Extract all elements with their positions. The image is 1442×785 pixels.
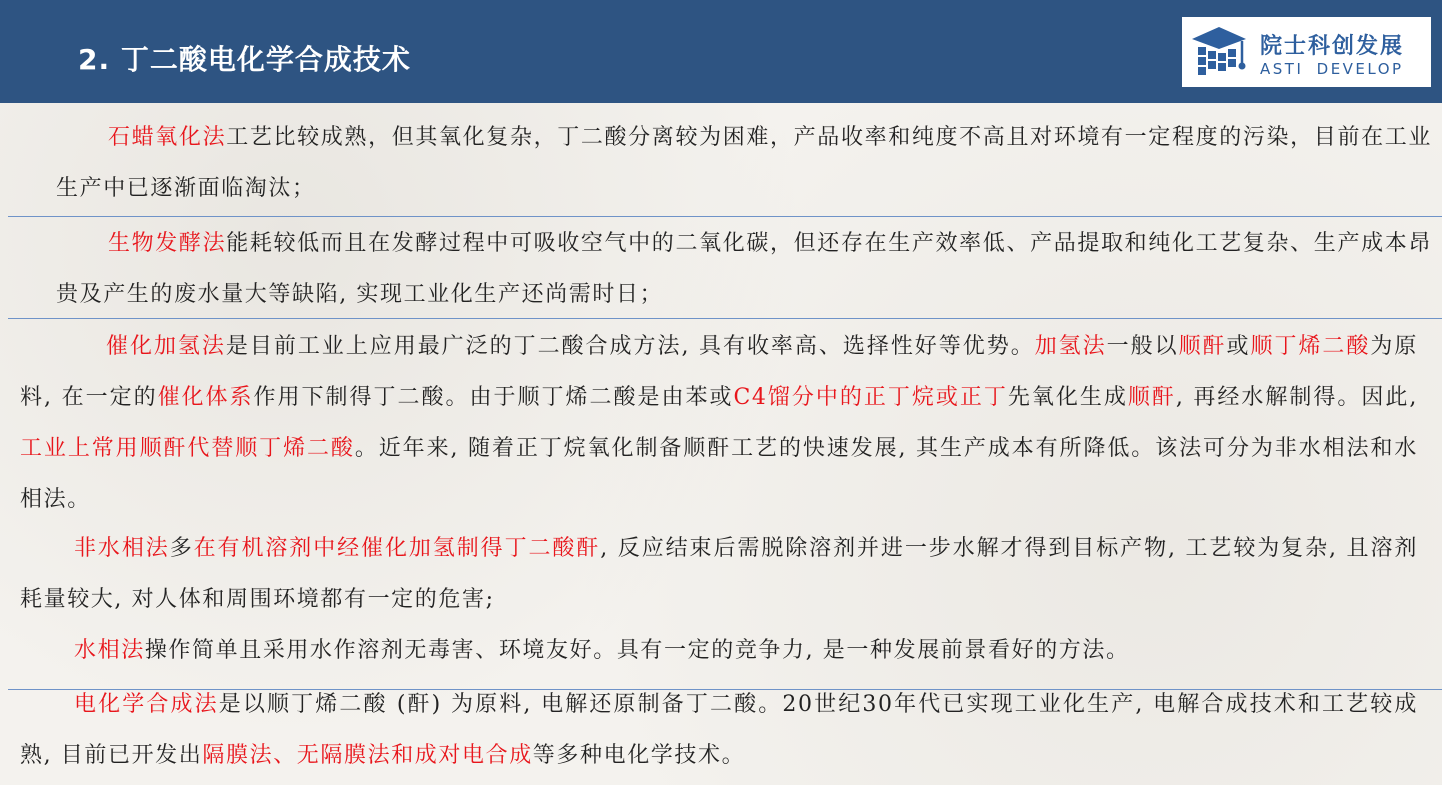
logo — [1182, 17, 1431, 87]
paragraph-text: 是目前工业上应用最广泛的丁二酸合成方法, 具有收率高、选择性好等优势。 — [225, 334, 1035, 359]
term-paraffin-oxidation: 石蜡氧化法 — [108, 125, 227, 150]
paragraph-catalytic-hydrogenation — [20, 321, 1418, 525]
paragraph-text: 。近年来, 随着正丁烷氧化制备顺酐工艺的快速发展, 其生产成本有所降低。该法可分为非水相法和水相法。 — [20, 436, 1418, 512]
paragraph-text: 为原料, 在一定的 — [20, 334, 1418, 410]
term-maleic-anhydride: 顺酐 — [1127, 385, 1176, 410]
term-hydrogenation: 加氢法 — [1034, 334, 1107, 359]
paragraph-text: 作用下制得丁二酸。由于顺丁烯二酸是由苯或 — [253, 385, 734, 410]
term-bio-fermentation: 生物发酵法 — [108, 231, 227, 256]
term-organic-solvent-process: 在有机溶剂中经催化加氢制得丁二酸酐 — [193, 536, 601, 561]
paragraph-text: , 反应结束后需脱除溶剂并进一步水解才得到目标产物, 工艺较为复杂, 且溶剂耗量较大, 对人体和周围环境都有一定的危害; — [20, 536, 1418, 612]
page-title: 2. 丁二酸电化学合成技术 — [78, 43, 411, 76]
logo-text-en: ASTI DEVELOP — [1260, 60, 1404, 78]
term-industrial-substitution: 工业上常用顺酐代替顺丁烯二酸 — [20, 436, 355, 461]
paragraph-aqueous-method — [20, 625, 1418, 676]
paragraph-non-aqueous-method — [20, 523, 1418, 625]
paragraph-text: 多 — [169, 536, 194, 561]
term-c4-fraction: C4馏分中的正丁烷或正丁 — [733, 385, 1008, 410]
logo-building-icon — [1190, 25, 1248, 79]
paragraph-text: 等多种电化学技术。 — [532, 743, 746, 768]
paragraph-paraffin-oxidation — [56, 112, 1432, 214]
paragraph-text: 操作简单且采用水作溶剂无毒害、环境友好。具有一定的竞争力, 是一种发展前景看好的方法。 — [144, 638, 1130, 663]
paragraph-text: 是以顺丁烯二酸 (酐) 为原料, 电解还原制备丁二酸。20世纪30年代已实现工业化生产, 电解合成技术和工艺较成熟, 目前已开发出 — [20, 692, 1418, 768]
term-non-aqueous-method: 非水相法 — [74, 536, 170, 561]
term-aqueous-method: 水相法 — [74, 638, 145, 663]
term-electrochemical-synthesis: 电化学合成法 — [74, 692, 219, 717]
term-catalytic-hydrogenation: 催化加氢法 — [106, 334, 226, 359]
paragraph-text: 先氧化生成 — [1007, 385, 1128, 410]
section-divider — [8, 318, 1442, 319]
paragraph-text: 能耗较低而且在发酵过程中可吸收空气中的二氧化碳，但还存在生产效率低、产品提取和纯化工艺复杂、生产成本昂贵及产生的废水量大等缺陷, 实现工业化生产还尚需时日； — [56, 231, 1432, 307]
paragraph-text: 工艺比较成熟，但其氧化复杂，丁二酸分离较为困难，产品收率和纯度不高且对环境有一定程度的污染，目前在工业生产中已逐渐面临淘汰； — [56, 125, 1432, 201]
term-catalyst-system: 催化体系 — [157, 385, 254, 410]
term-membrane-methods: 隔膜法、无隔膜法和成对电合成 — [202, 743, 533, 768]
paragraph-text: 一般以 — [1106, 334, 1179, 359]
paragraph-text: , 再经水解制得。因此, — [1175, 385, 1418, 410]
term-maleic-acid: 顺丁烯二酸 — [1250, 334, 1371, 359]
header-bar — [0, 0, 1442, 103]
paragraph-bio-fermentation — [56, 218, 1432, 320]
paragraph-text: 或 — [1226, 334, 1251, 359]
logo-text-cn: 院士科创发展 — [1260, 34, 1405, 59]
content-area — [0, 103, 1442, 785]
section-divider — [8, 216, 1442, 217]
paragraph-electrochemical-synthesis — [20, 679, 1418, 781]
term-maleic-anhydride: 顺酐 — [1178, 334, 1227, 359]
